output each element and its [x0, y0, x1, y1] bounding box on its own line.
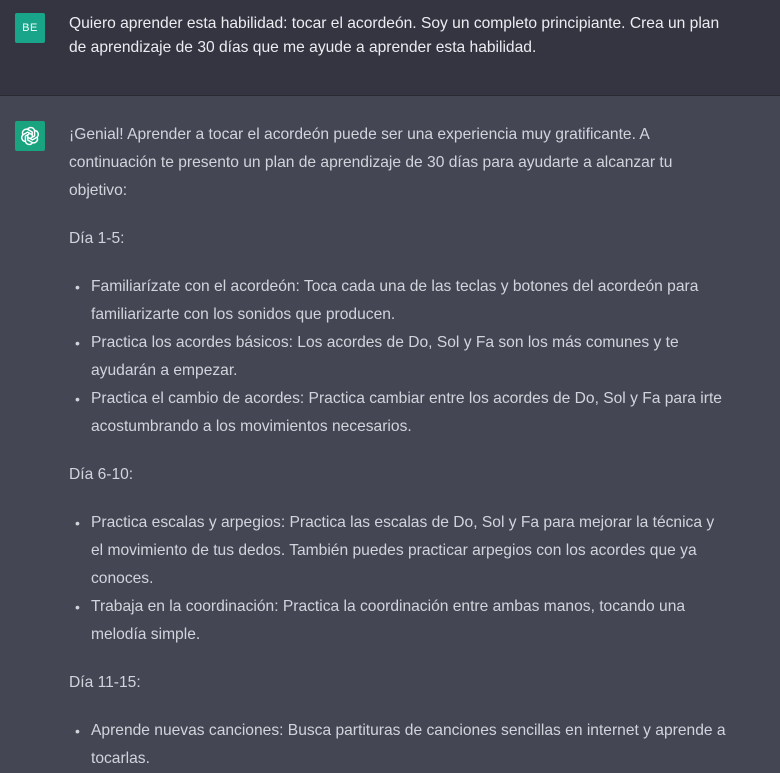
section-heading: Día 11-15: [69, 674, 141, 691]
bullet-icon: • [75, 599, 80, 615]
user-message-row [0, 0, 780, 96]
list-item-text: Aprende nuevas canciones: Busca partituras de canciones sencillas en internet y aprende a tocarlas. [91, 722, 726, 767]
bullet-list [69, 273, 729, 441]
list-item [69, 385, 729, 441]
section-heading: Día 1-5: [69, 230, 125, 247]
assistant-message-row [0, 97, 780, 772]
bullet-icon: • [75, 723, 80, 739]
list-item-text: Practica el cambio de acordes: Practica cambiar entre los acordes de Do, Sol y Fa para irte acostumbrando a los movimientos necesarios. [91, 390, 722, 435]
openai-logo-icon [15, 121, 45, 151]
assistant-intro: ¡Genial! Aprender a tocar el acordeón puede ser una experiencia muy gratificante. A continuación te presento un plan de aprendizaje de 30 días para ayudarte a alcanzar tu objetivo: [69, 126, 673, 199]
assistant-message-body [69, 121, 729, 773]
user-avatar: BE [15, 13, 45, 43]
list-item [69, 329, 729, 385]
bullet-icon: • [75, 391, 80, 407]
list-item-text: Practica escalas y arpegios: Practica las escalas de Do, Sol y Fa para mejorar la técnica y el movimiento de tus dedos. También puedes practicar arpegios con los acordes que ya conoces. [91, 514, 715, 587]
list-item [69, 717, 729, 773]
list-item [69, 273, 729, 329]
user-message-text: Quiero aprender esta habilidad: tocar el acordeón. Soy un completo principiante. Crea un plan de aprendizaje de 30 días que me ayude a aprender esta habilidad. [69, 15, 720, 56]
list-item-text: Familiarízate con el acordeón: Toca cada una de las teclas y botones del acordeón para familiarizarte con los sonidos que producen. [91, 278, 699, 323]
list-item [69, 593, 729, 649]
section-heading: Día 6-10: [69, 466, 134, 483]
bullet-list [69, 717, 729, 773]
bullet-icon: • [75, 335, 80, 351]
list-item [69, 509, 729, 593]
bullet-icon: • [75, 515, 80, 531]
list-item-text: Practica los acordes básicos: Los acordes de Do, Sol y Fa son los más comunes y te ayudarán a empezar. [91, 334, 679, 379]
bullet-icon: • [75, 279, 80, 295]
bullet-list [69, 509, 729, 649]
list-item-text: Trabaja en la coordinación: Practica la coordinación entre ambas manos, tocando una melodía simple. [91, 598, 686, 643]
